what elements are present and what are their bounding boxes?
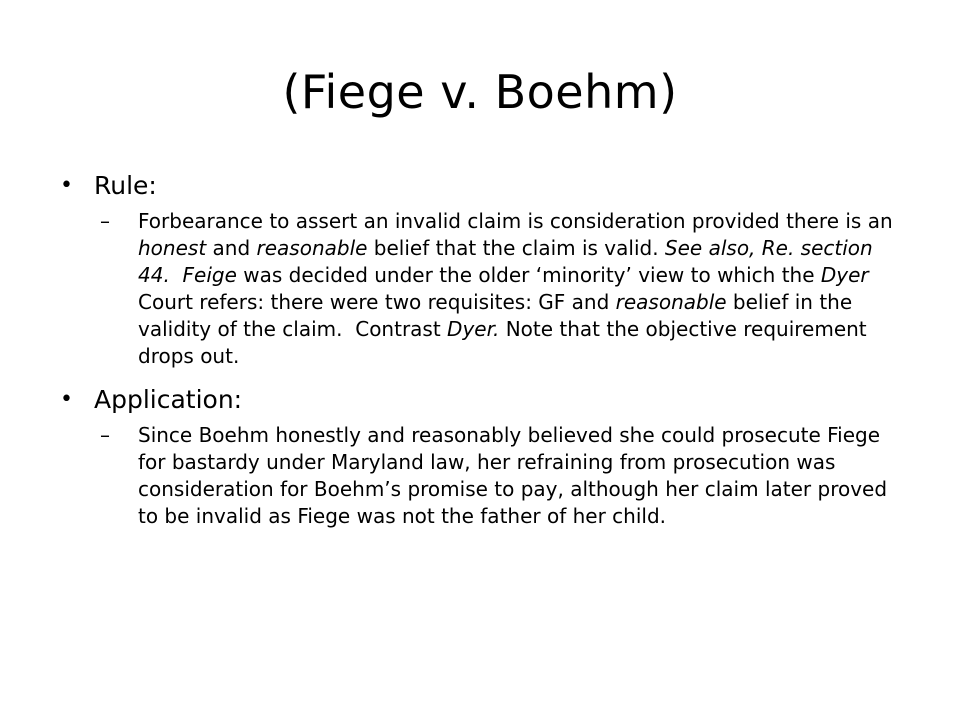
rule-text-part: and (206, 236, 257, 260)
rule-text (138, 208, 898, 370)
rule-text-part: belief in the validity of the claim. Contrast (138, 290, 859, 341)
rule-text-emphasis: reasonable (615, 290, 727, 314)
rule-text-part: was decided under the older ‘minority’ view to which the (236, 263, 821, 287)
bullet-dot-icon: • (60, 173, 73, 198)
rule-text-emphasis: See also, Re. section 44. (138, 236, 873, 287)
application-subpoint (60, 422, 920, 530)
rule-text-emphasis: Feige (182, 263, 237, 287)
bullet-dot-icon: • (60, 387, 73, 412)
rule-text-part: belief that the claim is valid. (367, 236, 665, 260)
rule-text-part (170, 263, 183, 287)
rule-heading: Rule: (94, 171, 157, 200)
dash-icon: – (100, 209, 110, 233)
bullet-rule (60, 168, 920, 204)
rule-text-part: Court refers: there were two requisites: GF and (138, 290, 616, 314)
dash-icon: – (100, 423, 110, 447)
bullet-application (60, 382, 920, 418)
rule-text-part: Note that the objective requirement drops out. (138, 317, 867, 368)
rule-text-part: Forbearance to assert an invalid claim is consideration provided there is an (138, 209, 893, 233)
rule-text-emphasis: Dyer (820, 263, 869, 287)
rule-subpoint (60, 208, 920, 370)
rule-text-emphasis: reasonable (256, 236, 368, 260)
rule-text-emphasis: honest (138, 236, 207, 260)
rule-text-emphasis: Dyer. (447, 317, 500, 341)
application-heading: Application: (94, 385, 243, 414)
application-text: Since Boehm honestly and reasonably believed she could prosecute Fiege for bastardy under Maryland law, her refraining from prosecution was consideration for Boehm’s promise to pay, although her claim later proved to be invalid as Fiege was not the father of her child. (138, 423, 888, 528)
slide-title: (Fiege v. Boehm) (282, 65, 678, 119)
slide-body (60, 168, 920, 542)
